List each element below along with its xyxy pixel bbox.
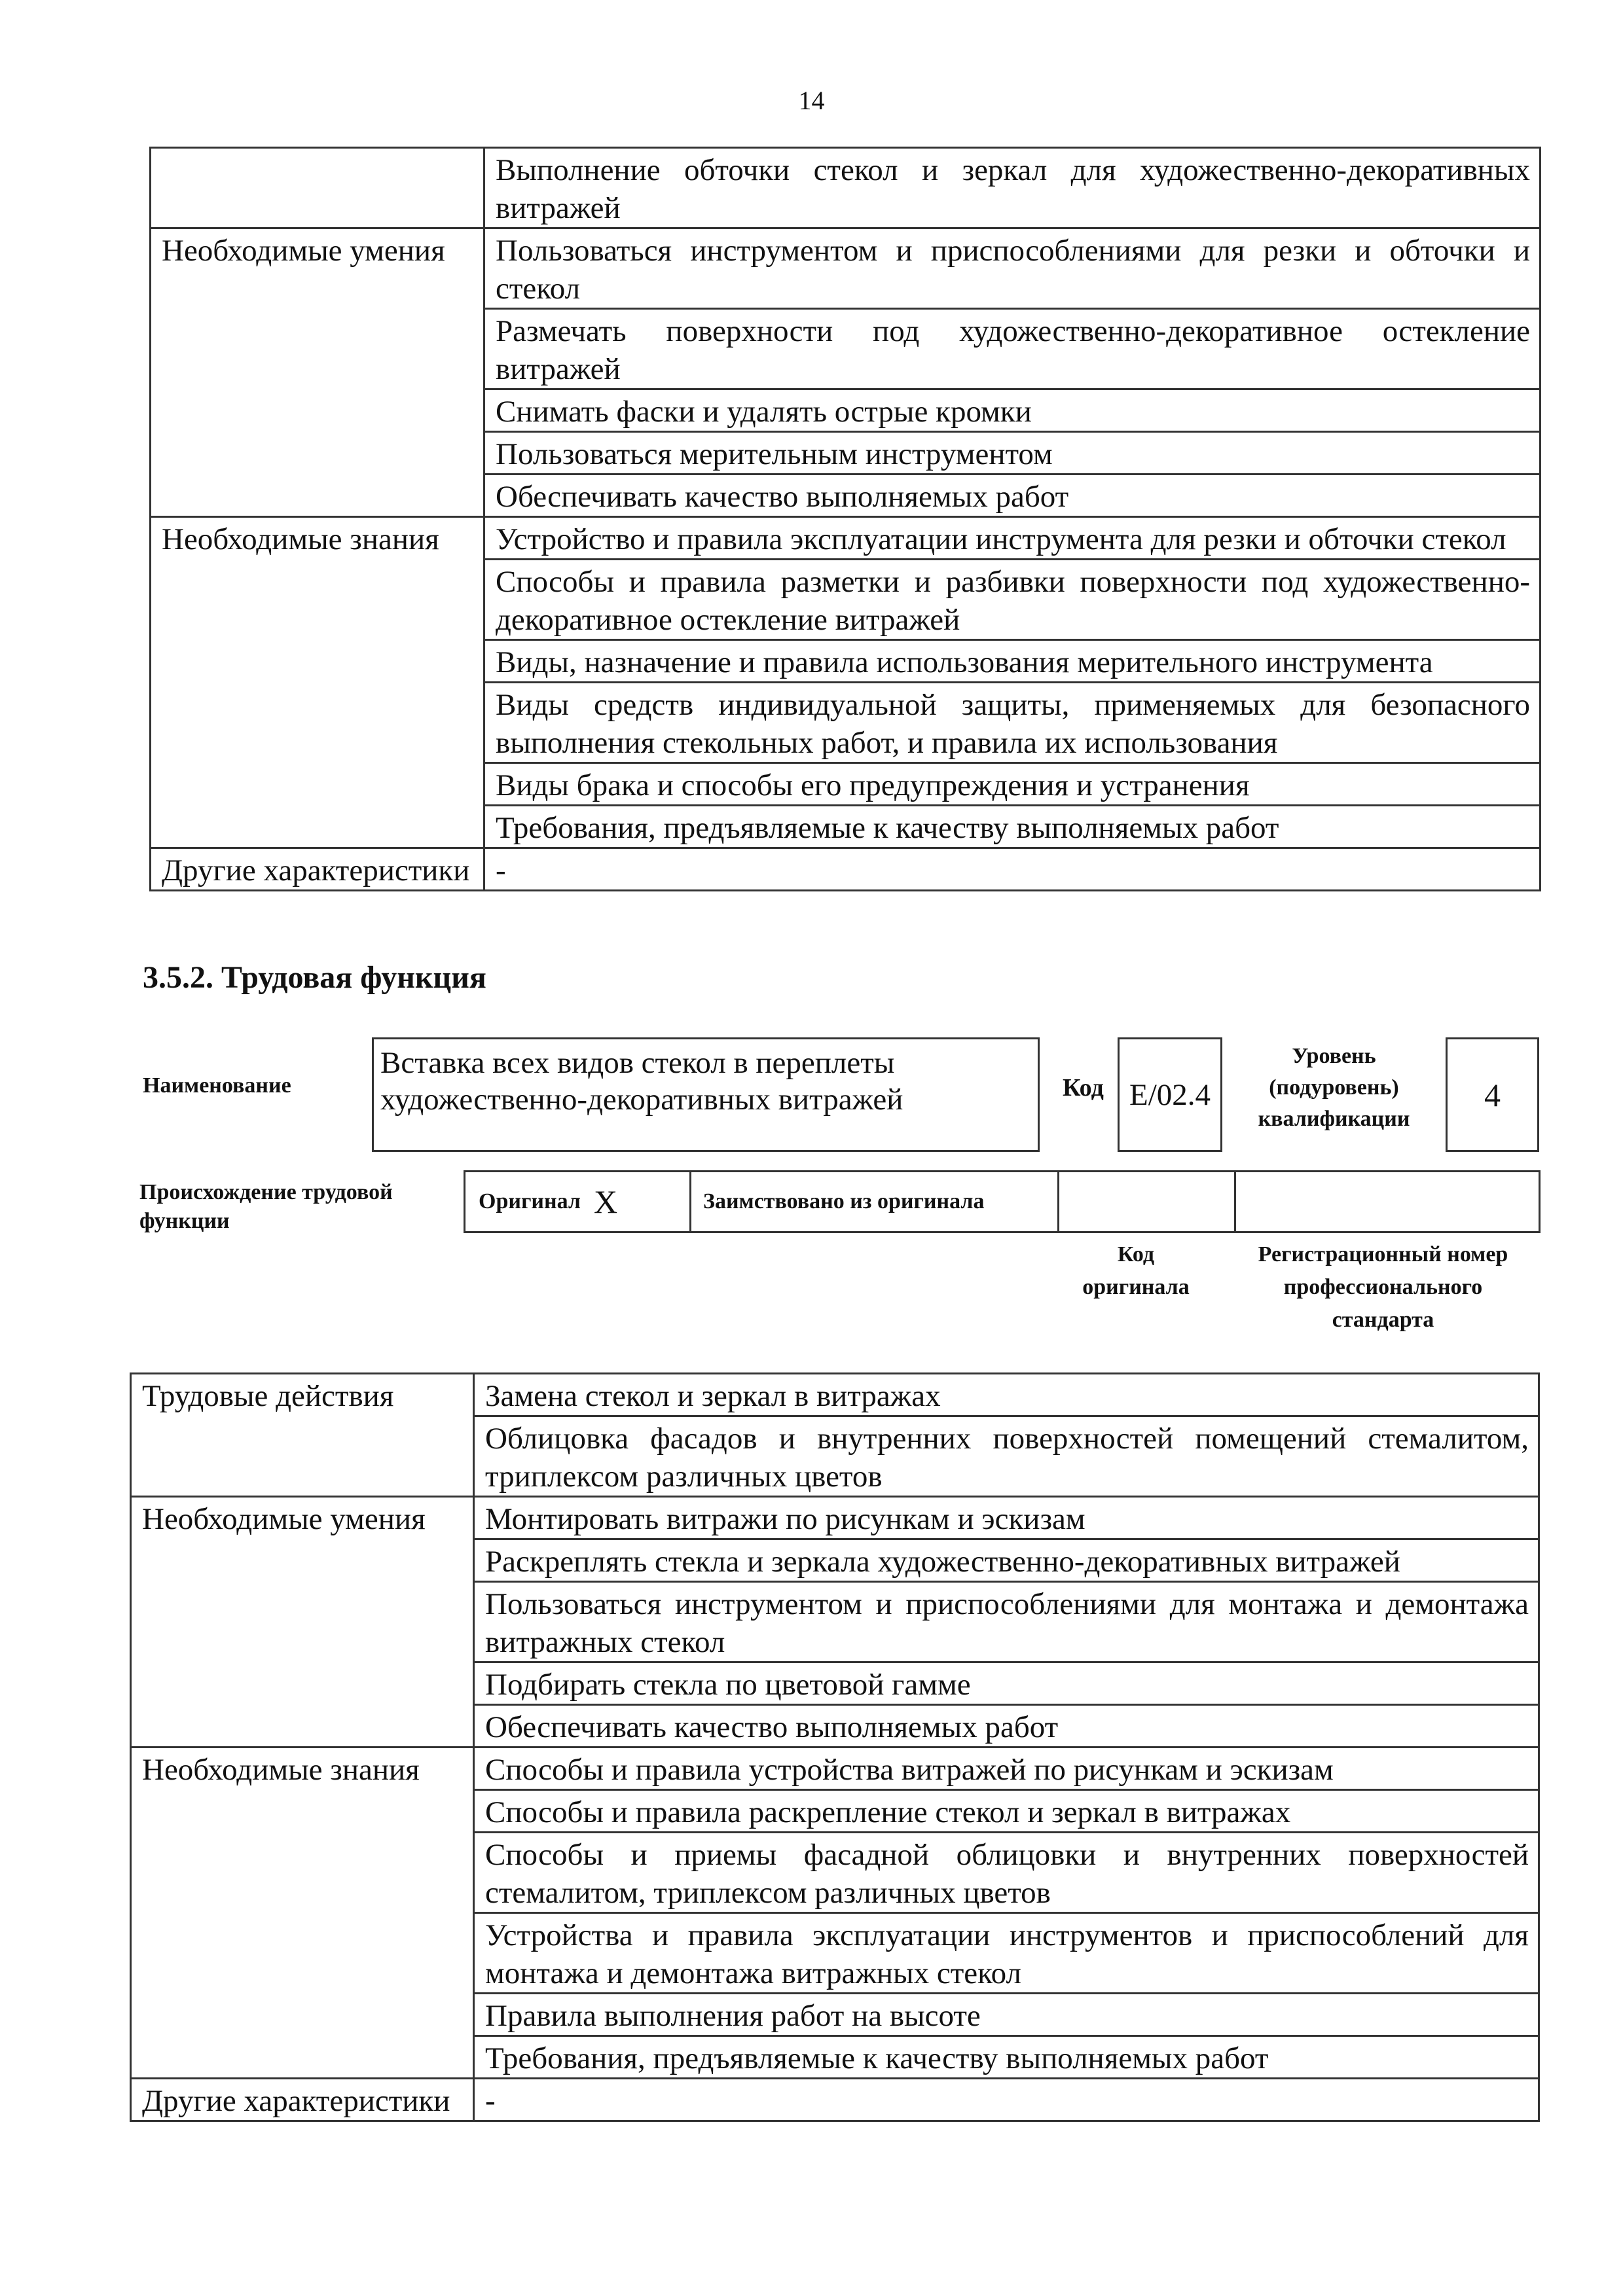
origin-label-line2: функции (139, 1209, 230, 1233)
level-label-line2: (подуровень) (1269, 1075, 1399, 1100)
row-item-text: Виды средств индивидуальной защиты, применяемых для безопасного выполнения стекольных работ, и правила их использования (484, 683, 1541, 763)
reg-caption-line3: стандарта (1332, 1308, 1434, 1332)
row-category-label: Необходимые знания (151, 517, 484, 848)
row-item-text: Обеспечивать качество выполняемых работ (484, 475, 1541, 517)
row-item-text: Требования, предъявляемые к качеству выполняемых работ (484, 806, 1541, 848)
row-item-text: Устройства и правила эксплуатации инструментов и приспособлений для монтажа и демонтажа витражных стекол (474, 1913, 1539, 1994)
registration-number-cell (1236, 1172, 1539, 1231)
registration-number-caption (1224, 1238, 1542, 1336)
row-category-label: Трудовые действия (131, 1374, 474, 1497)
table-row (151, 848, 1541, 891)
row-category-label: Другие характеристики (151, 848, 484, 891)
table-row (151, 148, 1541, 228)
row-item-text: Монтировать витражи по рисункам и эскизам (474, 1497, 1539, 1539)
row-item-text: - (474, 2079, 1539, 2121)
borrowed-cell (691, 1172, 1059, 1231)
function-code-box: E/02.4 (1118, 1037, 1222, 1152)
level-label (1231, 1041, 1437, 1135)
section-title: 3.5.2. Трудовая функция (143, 960, 486, 995)
orig-code-caption-line1: Код (1117, 1242, 1155, 1266)
page-number: 14 (798, 86, 825, 115)
table-row (131, 1748, 1539, 1790)
row-item-text: Обеспечивать качество выполняемых работ (474, 1705, 1539, 1748)
row-item-text: Требования, предъявляемые к качеству выполняемых работ (474, 2036, 1539, 2079)
row-category-label: Необходимые знания (131, 1748, 474, 2079)
row-category-label: Необходимые умения (151, 228, 484, 517)
row-item-text: Пользоваться инструментом и приспособлениями для резки и обточки и стекол (484, 228, 1541, 309)
row-item-text: Пользоваться инструментом и приспособлениями для монтажа и демонтажа витражных стекол (474, 1582, 1539, 1662)
level-label-line1: Уровень (1292, 1044, 1376, 1068)
row-item-text: Способы и правила устройства витражей по рисункам и эскизам (474, 1748, 1539, 1790)
origin-label-line1: Происхождение трудовой (139, 1180, 393, 1204)
row-category-label: Необходимые умения (131, 1497, 474, 1748)
row-item-text: Пользоваться мерительным инструментом (484, 432, 1541, 475)
original-mark: X (593, 1183, 618, 1220)
original-code-caption (1048, 1238, 1224, 1304)
table-function-details (130, 1372, 1540, 2122)
original-cell (465, 1172, 691, 1231)
origin-label (139, 1178, 393, 1236)
code-label: Код (1063, 1074, 1104, 1102)
table-row (151, 517, 1541, 560)
table-row (131, 1497, 1539, 1539)
row-item-text: Способы и приемы фасадной облицовки и внутренних поверхностей стемалитом, триплексом различных цветов (474, 1833, 1539, 1913)
table-row (131, 2079, 1539, 2121)
row-item-text: Выполнение обточки стекол и зеркал для художественно-декоративных витражей (484, 148, 1541, 228)
row-item-text: Раскреплять стекла и зеркала художественно-декоративных витражей (474, 1539, 1539, 1582)
table-continuation (149, 147, 1541, 891)
row-item-text: Замена стекол и зеркал в витражах (474, 1374, 1539, 1416)
reg-caption-line1: Регистрационный номер (1258, 1242, 1508, 1266)
level-label-line3: квалификации (1258, 1107, 1410, 1131)
row-item-text: Снимать фаски и удалять острые кромки (484, 389, 1541, 432)
table-row (151, 228, 1541, 309)
reg-caption-line2: профессионального (1283, 1275, 1483, 1299)
row-category-label: Другие характеристики (131, 2079, 474, 2121)
row-item-text: Правила выполнения работ на высоте (474, 1994, 1539, 2036)
original-label: Оригинал (479, 1189, 581, 1213)
original-code-cell (1059, 1172, 1236, 1231)
row-item-text: - (484, 848, 1541, 891)
row-item-text: Устройство и правила эксплуатации инструмента для резки и обточки стекол (484, 517, 1541, 560)
row-item-text: Виды, назначение и правила использования мерительного инструмента (484, 640, 1541, 683)
table-row (131, 1374, 1539, 1416)
row-item-text: Размечать поверхности под художественно-декоративное остекление витражей (484, 309, 1541, 389)
origin-row (464, 1170, 1541, 1233)
level-value-box: 4 (1446, 1037, 1539, 1152)
row-category-label (151, 148, 484, 228)
row-item-text: Способы и правила раскрепление стекол и зеркал в витражах (474, 1790, 1539, 1833)
row-item-text: Облицовка фасадов и внутренних поверхностей помещений стемалитом, триплексом различных цветов (474, 1416, 1539, 1497)
borrowed-label: Заимствовано из оригинала (703, 1189, 985, 1213)
function-name-box: Вставка всех видов стекол в переплеты художественно-декоративных витражей (372, 1037, 1040, 1152)
name-label: Наименование (143, 1073, 291, 1098)
orig-code-caption-line2: оригинала (1082, 1275, 1190, 1299)
row-item-text: Виды брака и способы его предупреждения и устранения (484, 763, 1541, 806)
row-item-text: Подбирать стекла по цветовой гамме (474, 1662, 1539, 1705)
row-item-text: Способы и правила разметки и разбивки поверхности под художественно-декоративное остекление витражей (484, 560, 1541, 640)
